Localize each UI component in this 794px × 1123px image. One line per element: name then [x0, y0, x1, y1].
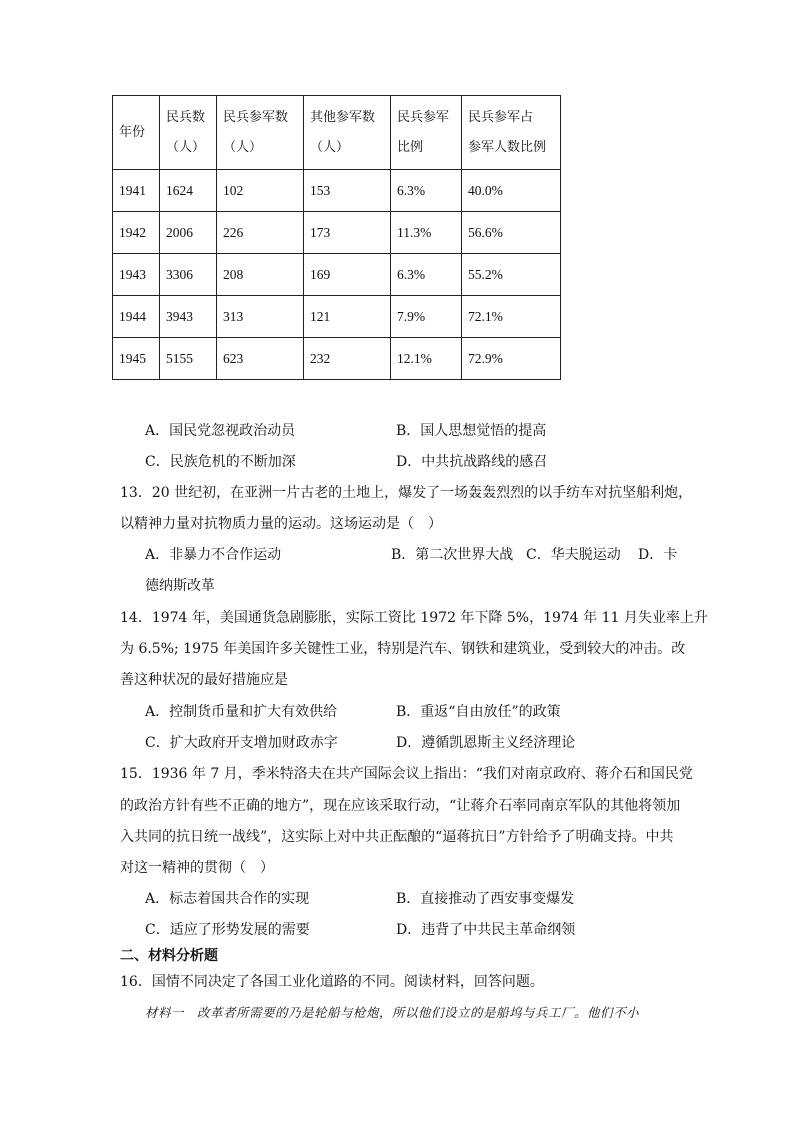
table-cell: 1624 — [160, 170, 217, 212]
table-cell: 1942 — [113, 212, 160, 254]
q14-stem-line1: 14．1974 年，美国通货急剧膨胀，实际工资比 1972 年下降 5%，1974 年 11 月失业率上升 — [120, 610, 708, 626]
q15-option-d[interactable]: D．违背了中共民主革命纲领 — [396, 922, 576, 938]
q15-stem-line1: 15．1936 年 7 月，季米特洛夫在共产国际会议上指出：“我们对南京政府、蒋介石和国民党 — [120, 766, 693, 782]
q16-stem-line1: 16．国情不同决定了各国工业化道路的不同。阅读材料，回答问题。 — [120, 974, 544, 990]
q14-option-b[interactable]: B．重返“自由放任”的政策 — [396, 704, 561, 720]
q13-option-b[interactable]: B．第二次世界大战 — [391, 547, 514, 563]
table-cell: 55.2% — [462, 254, 561, 296]
table-cell: 56.6% — [462, 212, 561, 254]
header-militia-share: 民兵参军占 参军人数比例 — [462, 96, 561, 170]
table-cell: 72.9% — [462, 338, 561, 380]
header-militia-enlisted: 民兵参军数 （人） — [217, 96, 304, 170]
q14-option-a[interactable]: A．控制货币量和扩大有效供给 — [145, 704, 338, 720]
q13-option-c[interactable]: C．华夫脱运动 — [526, 547, 621, 563]
q13-option-d[interactable]: D．卡 — [638, 547, 678, 563]
table-cell: 12.1% — [391, 338, 462, 380]
table-cell: 232 — [304, 338, 391, 380]
table-cell: 1943 — [113, 254, 160, 296]
table-header-row — [113, 96, 561, 170]
table-cell: 72.1% — [462, 296, 561, 338]
table-cell: 40.0% — [462, 170, 561, 212]
q12-option-d[interactable]: D．中共抗战路线的感召 — [396, 454, 548, 470]
table-cell: 208 — [217, 254, 304, 296]
table-cell: 121 — [304, 296, 391, 338]
q15-stem-line2: 的政治方针有些不正确的地方”，现在应该采取行动，“让蒋介石率同南京军队的其他将领加 — [120, 798, 681, 814]
q14-option-d[interactable]: D．遵循凯恩斯主义经济理论 — [396, 735, 576, 751]
q13-option-a[interactable]: A．非暴力不合作运动 — [145, 547, 282, 563]
table-cell: 1944 — [113, 296, 160, 338]
q13-stem-line1: 13．20 世纪初，在亚洲一片古老的土地上，爆发了一场轰轰烈烈的以手纺车对抗坚船利炮， — [120, 485, 693, 501]
q14-stem-line2: 为 6.5%; 1975 年美国许多关键性工业，特别是汽车、钢铁和建筑业，受到较大的冲击。改 — [120, 641, 686, 657]
q15-stem-line3: 入共同的抗日统一战线”，这实际上对中共正酝酿的“逼蒋抗日”方针给予了明确支持。中共 — [120, 829, 674, 845]
q15-option-a[interactable]: A．标志着国共合作的实现 — [145, 891, 310, 907]
q12-option-a[interactable]: A．国民党忽视政治动员 — [145, 423, 296, 439]
table-cell: 153 — [304, 170, 391, 212]
table-cell: 173 — [304, 212, 391, 254]
table-cell: 102 — [217, 170, 304, 212]
section-heading: 二、材料分析题 — [120, 948, 218, 964]
q15-option-c[interactable]: C．适应了形势发展的需要 — [145, 922, 310, 938]
militia-statistics-table — [112, 95, 561, 380]
header-militia-ratio: 民兵参军 比例 — [391, 96, 462, 170]
table-row — [113, 338, 561, 380]
q13-stem-line2: 以精神力量对抗物质力量的运动。这场运动是（ ） — [120, 516, 442, 532]
table-row — [113, 170, 561, 212]
table-cell: 313 — [217, 296, 304, 338]
table-cell: 7.9% — [391, 296, 462, 338]
q14-option-c[interactable]: C．扩大政府开支增加财政赤字 — [145, 735, 338, 751]
table-cell: 1945 — [113, 338, 160, 380]
table-cell: 2006 — [160, 212, 217, 254]
table-cell: 11.3% — [391, 212, 462, 254]
header-other-enlisted: 其他参军数 （人） — [304, 96, 391, 170]
table-cell: 226 — [217, 212, 304, 254]
table-cell: 169 — [304, 254, 391, 296]
table-cell: 6.3% — [391, 254, 462, 296]
table-cell: 3306 — [160, 254, 217, 296]
table-cell: 5155 — [160, 338, 217, 380]
q15-stem-line4: 对这一精神的贯彻（ ） — [120, 860, 274, 876]
q14-stem-line3: 善这种状况的最好措施应是 — [120, 672, 288, 688]
q12-option-c[interactable]: C．民族危机的不断加深 — [145, 454, 296, 470]
header-militia-count: 民兵数 （人） — [160, 96, 217, 170]
q15-option-b[interactable]: B．直接推动了西安事变爆发 — [396, 891, 575, 907]
header-year: 年份 — [113, 96, 160, 170]
table-row — [113, 254, 561, 296]
table-row — [113, 212, 561, 254]
table-cell: 6.3% — [391, 170, 462, 212]
table-cell: 3943 — [160, 296, 217, 338]
q12-option-b[interactable]: B．国人思想觉悟的提高 — [396, 423, 547, 439]
q13-option-d-continued[interactable]: 德纳斯改革 — [145, 578, 215, 594]
table-row — [113, 296, 561, 338]
q16-material-one: 材料一 改革者所需要的乃是轮船与枪炮，所以他们设立的是船坞与兵工厂。他们不小 — [145, 1005, 640, 1020]
table-cell: 1941 — [113, 170, 160, 212]
table-cell: 623 — [217, 338, 304, 380]
